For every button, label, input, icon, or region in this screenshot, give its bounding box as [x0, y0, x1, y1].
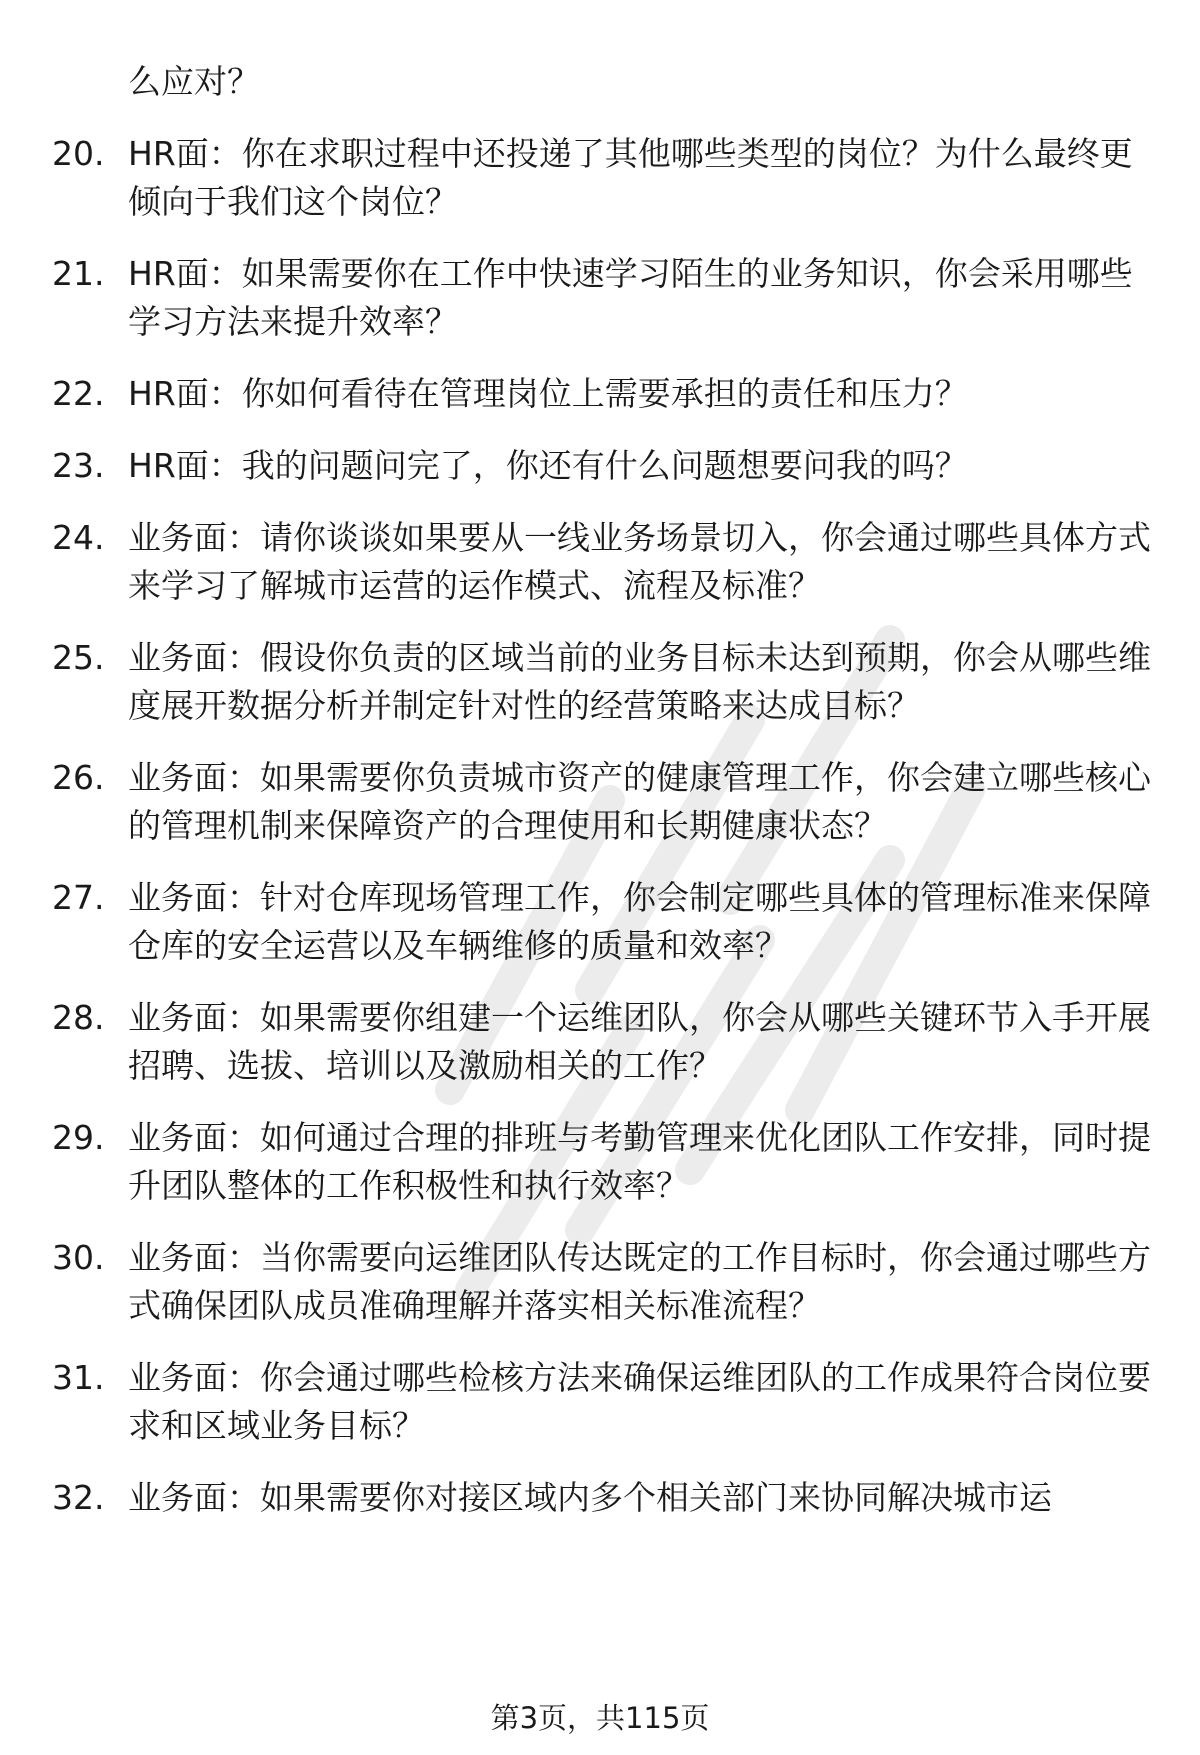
question-text: 业务面：当你需要向运维团队传达既定的工作目标时，你会通过哪些方式确保团队成员准确理解并落实相关标准流程？: [128, 1238, 1151, 1325]
question-text: 业务面：请你谈谈如果要从一线业务场景切入，你会通过哪些具体方式来学习了解城市运营的运作模式、流程及标准？: [128, 518, 1151, 605]
question-number: 29.: [52, 1118, 105, 1157]
question-text: HR面：你如何看待在管理岗位上需要承担的责任和压力？: [128, 374, 968, 413]
question-item: [52, 514, 1162, 610]
question-text: HR面：你在求职过程中还投递了其他哪些类型的岗位？为什么最终更倾向于我们这个岗位？: [128, 134, 1133, 221]
question-item: [52, 994, 1162, 1090]
question-number: 32.: [52, 1478, 105, 1517]
question-item: [52, 250, 1162, 346]
question-text: HR面：我的问题问完了，你还有什么问题想要问我的吗？: [128, 446, 968, 485]
question-item: [52, 370, 1162, 418]
carry-over-text: 么应对？: [128, 62, 260, 101]
question-list: [52, 130, 1162, 1522]
question-number: 31.: [52, 1358, 105, 1397]
document-body: [52, 58, 1162, 1546]
question-item: [52, 442, 1162, 490]
question-item: [52, 1354, 1162, 1450]
question-text: 业务面：如果需要你组建一个运维团队，你会从哪些关键环节入手开展招聘、选拔、培训以及激励相关的工作？: [128, 998, 1151, 1085]
question-item: [52, 634, 1162, 730]
question-number: 22.: [52, 374, 105, 413]
question-number: 23.: [52, 446, 105, 485]
question-text: 业务面：针对仓库现场管理工作，你会制定哪些具体的管理标准来保障仓库的安全运营以及车辆维修的质量和效率？: [128, 878, 1151, 965]
question-text: 业务面：如果需要你负责城市资产的健康管理工作，你会建立哪些核心的管理机制来保障资产的合理使用和长期健康状态？: [128, 758, 1151, 845]
question-text: 业务面：如何通过合理的排班与考勤管理来优化团队工作安排，同时提升团队整体的工作积极性和执行效率？: [128, 1118, 1151, 1205]
question-number: 26.: [52, 758, 105, 797]
question-item: [52, 1114, 1162, 1210]
question-number: 25.: [52, 638, 105, 677]
question-item: [52, 874, 1162, 970]
question-text: 业务面：如果需要你对接区域内多个相关部门来协同解决城市运: [128, 1478, 1052, 1517]
question-number: 30.: [52, 1238, 105, 1277]
question-number: 27.: [52, 878, 105, 917]
question-item: [52, 1234, 1162, 1330]
question-item: [52, 754, 1162, 850]
question-text: 业务面：假设你负责的区域当前的业务目标未达到预期，你会从哪些维度展开数据分析并制定针对性的经营策略来达成目标？: [128, 638, 1151, 725]
question-number: 20.: [52, 134, 105, 173]
question-text: 业务面：你会通过哪些检核方法来确保运维团队的工作成果符合岗位要求和区域业务目标？: [128, 1358, 1151, 1445]
question-item: [52, 130, 1162, 226]
question-number: 21.: [52, 254, 105, 293]
question-item: [52, 1474, 1162, 1522]
question-number: 24.: [52, 518, 105, 557]
question-text: HR面：如果需要你在工作中快速学习陌生的业务知识，你会采用哪些学习方法来提升效率？: [128, 254, 1133, 341]
page-footer: 第3页，共115页: [490, 1701, 710, 1735]
question-number: 28.: [52, 998, 105, 1037]
